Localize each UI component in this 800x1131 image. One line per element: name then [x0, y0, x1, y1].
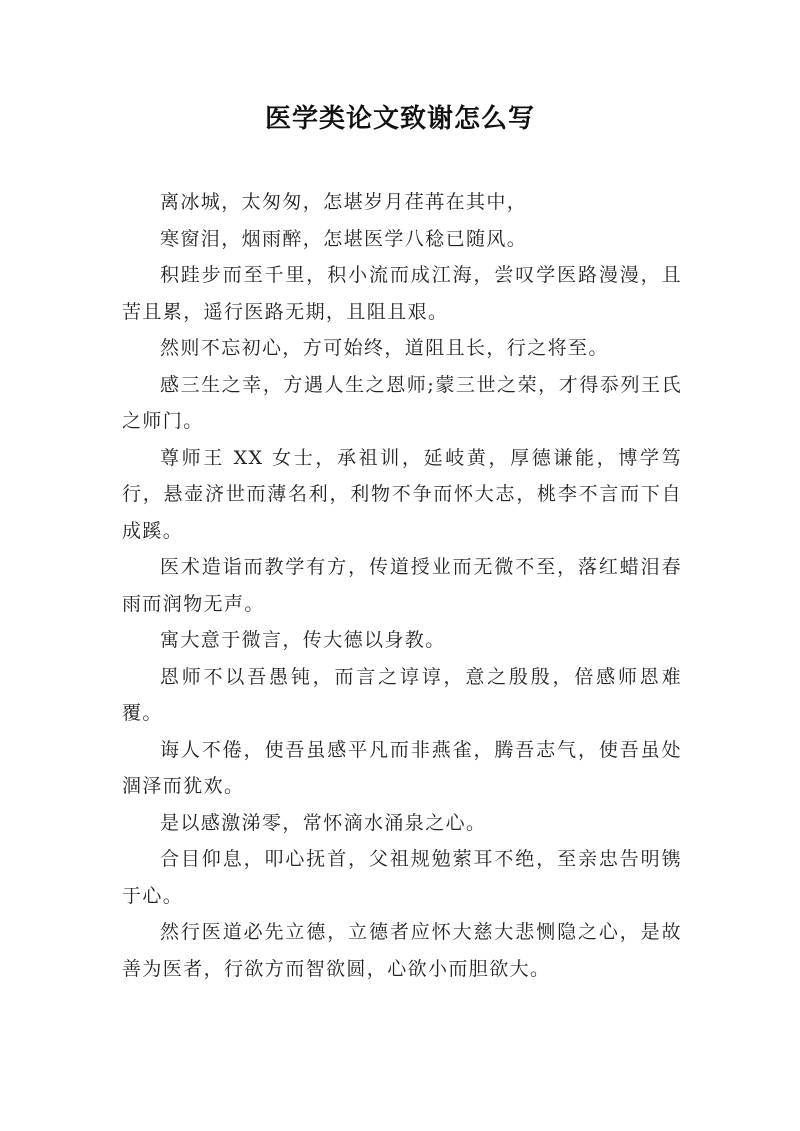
paragraph: 尊师王 XX 女士，承祖训，延岐黄，厚德谦能，博学笃行，悬壶济世而薄名利，利物不争而怀大志，桃李不言而下自成蹊。 — [122, 446, 682, 542]
document-body — [122, 184, 682, 987]
paragraph: 是以感激涕零，常怀滴水涌泉之心。 — [160, 811, 487, 834]
paragraph: 恩师不以吾愚钝，而言之谆谆，意之殷殷，倍感师恩难覆。 — [122, 665, 682, 724]
paragraph: 寓大意于微言，传大德以身教。 — [160, 629, 446, 651]
paragraph: 然则不忘初心，方可始终，道阻且长，行之将至。 — [160, 337, 609, 359]
paragraph: 积跬步而至千里，积小流而成江海，尝叹学医路漫漫，且苦且累，遥行医路无期，且阻且艰。 — [122, 264, 682, 323]
document-title: 医学类论文致谢怎么写 — [264, 104, 535, 134]
paragraph: 离冰城，太匆匆，怎堪岁月荏苒在其中， — [160, 191, 528, 213]
paragraph: 医术造诣而教学有方，传道授业而无微不至，落红蜡泪春雨而润物无声。 — [122, 556, 682, 615]
paragraph: 诲人不倦，使吾虽感平凡而非燕雀，腾吾志气，使吾虽处涸泽而犹欢。 — [122, 738, 682, 797]
paragraph: 感三生之幸，方遇人生之恩师;蒙三世之荣，才得忝列王氏之师门。 — [122, 373, 682, 432]
paragraph: 寒窗泪，烟雨醉，怎堪医学八稔已随风。 — [160, 227, 528, 250]
paragraph: 合目仰息，叩心抚首，父祖规勉萦耳不绝，至亲忠告明镌于心。 — [122, 848, 682, 907]
paragraph: 然行医道必先立德，立德者应怀大慈大悲恻隐之心，是故善为医者，行欲方而智欲圆，心欲小而胆欲大。 — [122, 921, 682, 980]
